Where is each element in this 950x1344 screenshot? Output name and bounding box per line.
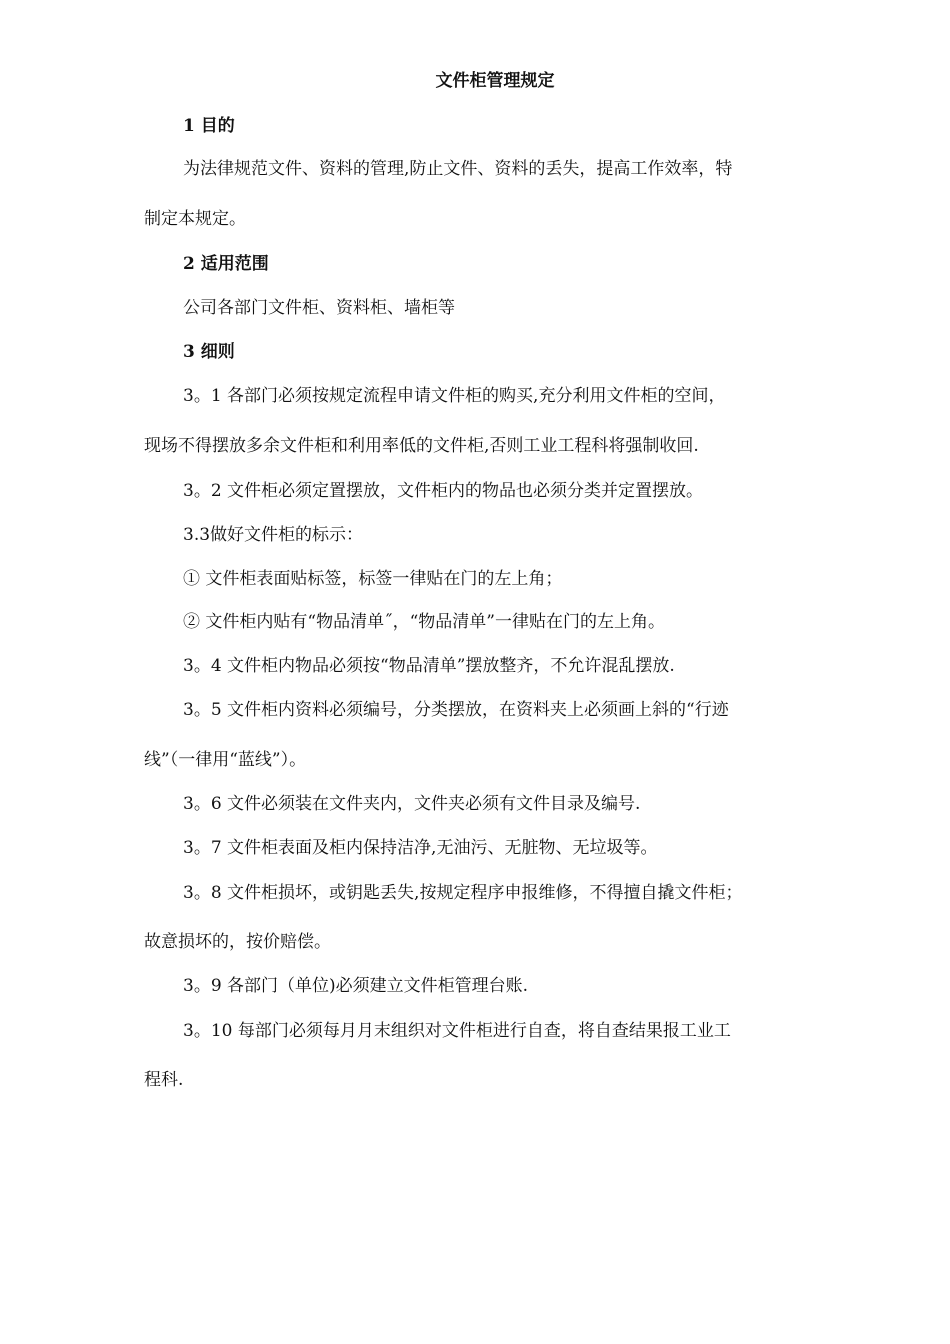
paragraph-line: 故意损坏的，按价赔偿。 — [144, 932, 331, 952]
section-heading-purpose: 1 目的 — [183, 116, 235, 136]
paragraph-line: 线”（一律用“蓝线”）。 — [144, 750, 307, 770]
paragraph-line: ② 文件柜内贴有“物品清单˝，“物品清单”一律贴在门的左上角。 — [183, 612, 665, 632]
paragraph-line: 程科. — [144, 1070, 184, 1090]
paragraph-line: 为法律规范文件、资料的管理,防止文件、资料的丢失，提高工作效率，特 — [183, 159, 733, 179]
paragraph-line: 3。6 文件必须装在文件夹内，文件夹必须有文件目录及编号. — [183, 794, 641, 814]
paragraph-line: 公司各部门文件柜、资料柜、墙柜等 — [183, 298, 455, 318]
paragraph-line: 3。2 文件柜必须定置摆放，文件柜内的物品也必须分类并定置摆放。 — [183, 481, 704, 501]
paragraph-line: 现场不得摆放多余文件柜和利用率低的文件柜,否则工业工程科将强制收回. — [144, 436, 699, 456]
paragraph-line: 3。7 文件柜表面及柜内保持洁净,无油污、无脏物、无垃圾等。 — [183, 838, 658, 858]
paragraph-line: 3。10 每部门必须每月月末组织对文件柜进行自查，将自查结果报工业工 — [183, 1021, 731, 1041]
section-heading-scope: 2 适用范围 — [183, 254, 269, 274]
paragraph-line: 3。9 各部门（单位)必须建立文件柜管理台账. — [183, 976, 529, 996]
paragraph-line: ① 文件柜表面贴标签，标签一律贴在门的左上角； — [183, 569, 563, 589]
paragraph-line: 3。5 文件柜内资料必须编号，分类摆放，在资料夹上必须画上斜的“行迹 — [183, 700, 729, 720]
paragraph-line: 3。4 文件柜内物品必须按“物品清单”摆放整齐，不允许混乱摆放. — [183, 656, 675, 676]
paragraph-line: 3。1 各部门必须按规定流程申请文件柜的购买,充分利用文件柜的空间， — [183, 386, 726, 406]
section-heading-rules: 3 细则 — [183, 342, 235, 362]
paragraph-line: 3。8 文件柜损坏，或钥匙丢失,按规定程序申报维修，不得擅自撬文件柜； — [183, 883, 743, 903]
paragraph-line: 3.3做好文件柜的标示： — [183, 525, 364, 545]
document-title: 文件柜管理规定 — [435, 71, 555, 91]
paragraph-line: 制定本规定。 — [144, 209, 246, 229]
